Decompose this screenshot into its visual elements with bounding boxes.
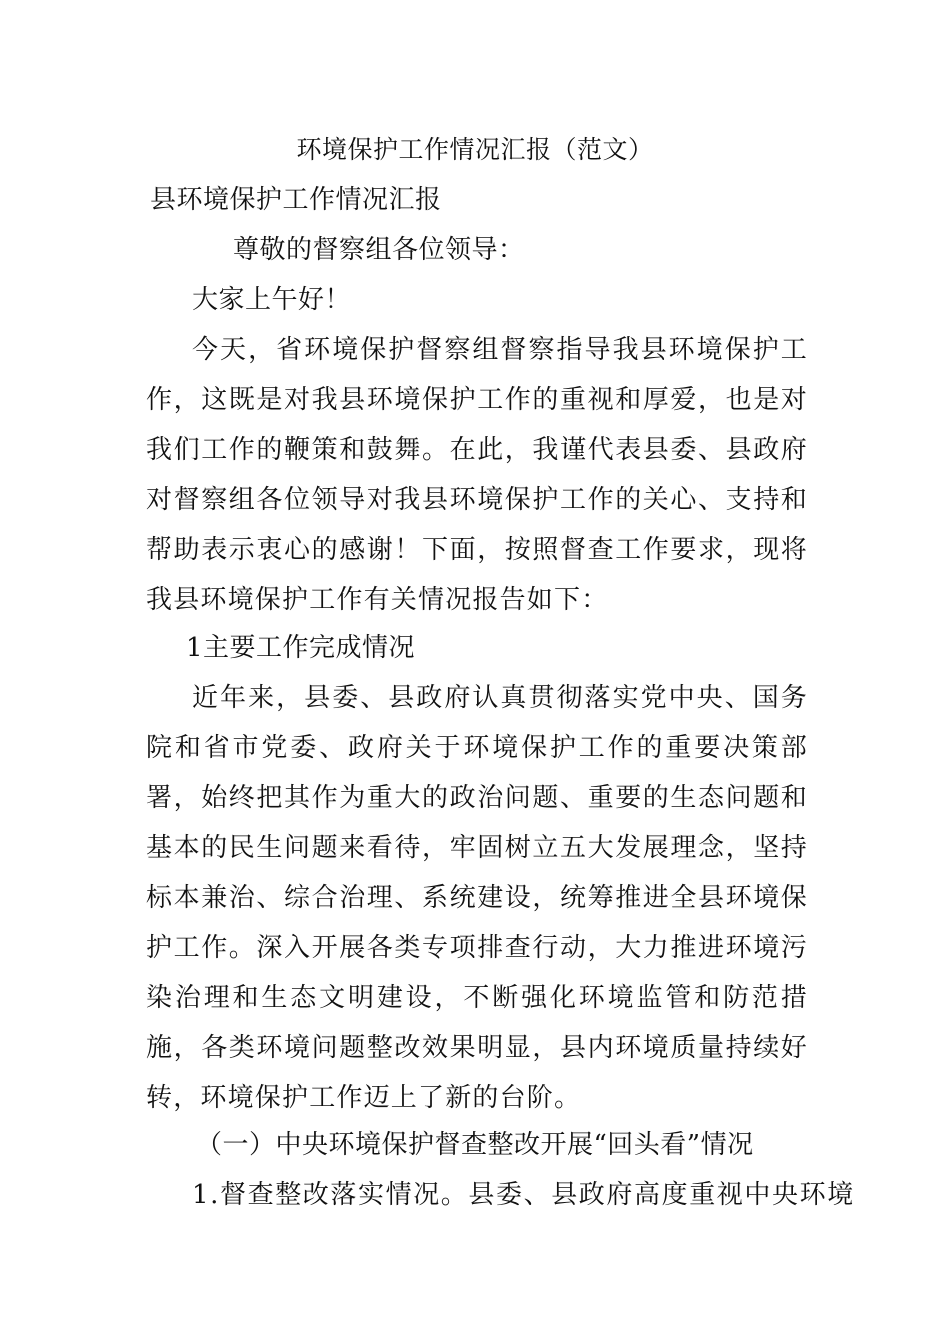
intro-paragraph: 今天，省环境保护督察组督察指导我县环境保护工作，这既是对我县环境保护工作的重视和厚爱，也是对我们工作的鞭策和鼓舞。在此，我谨代表县委、县政府对督察组各位领导对我县环境保护工作的关心、支持和帮助表示衷心的感谢！下面，按照督查工作要求，现将我县环境保护工作有关情况报告如下：: [146, 335, 808, 615]
greeting: 大家上午好！: [192, 285, 352, 315]
subsection-heading: （一）中央环境保护督查整改开展“回头看”情况: [196, 1130, 754, 1160]
item-1-paragraph-start: 1.督查整改落实情况。县委、县政府高度重视中央环境: [192, 1180, 855, 1210]
document-title: 环境保护工作情况汇报（范文）: [296, 135, 654, 164]
salutation: 尊敬的督察组各位领导：: [233, 235, 525, 265]
section-1-heading: 1主要工作完成情况: [186, 633, 416, 663]
section-1-paragraph: 近年来，县委、县政府认真贯彻落实党中央、国务院和省市党委、政府关于环境保护工作的重要决策部署，始终把其作为重大的政治问题、重要的生态问题和基本的民生问题来看待，牢固树立五大发展理念，坚持标本兼治、综合治理、系统建设，统筹推进全县环境保护工作。深入开展各类专项排查行动，大力推进环境污染治理和生态文明建设，不断强化环境监管和防范措施，各类环境问题整改效果明显，县内环境质量持续好转，环境保护工作迈上了新的台阶。: [146, 683, 808, 1113]
document-subtitle: 县环境保护工作情况汇报: [150, 185, 442, 215]
